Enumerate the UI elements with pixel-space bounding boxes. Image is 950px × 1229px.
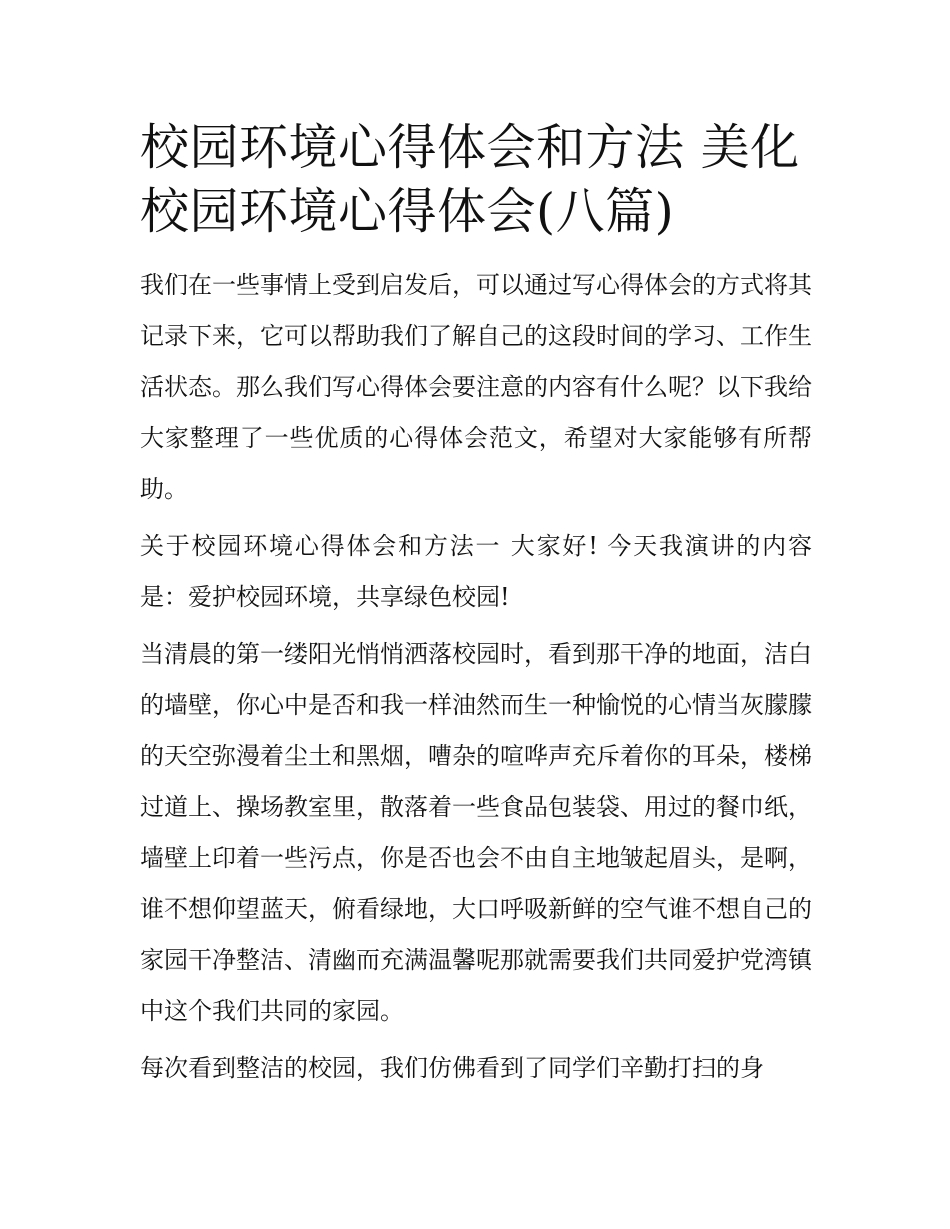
paragraph-intro: 我们在一些事情上受到启发后，可以通过写心得体会的方式将其记录下来，它可以帮助我们了解自己的这段时间的学习、工作生活状态。那么我们写心得体会要注意的内容有什么呢？以下我给大家整理了一些优质的心得体会范文，希望对大家能够有所帮助。: [140, 271, 812, 503]
document-title: 校园环境心得体会和方法 美化校园环境心得体会(八篇): [140, 119, 800, 240]
document-body: [140, 116, 812, 1100]
paragraph-section-one-heading: 关于校园环境心得体会和方法一 大家好! 今天我演讲的内容是：爱护校园环境，共享绿色校园!: [140, 532, 812, 611]
paragraph-clean-campus: 每次看到整洁的校园，我们仿佛看到了同学们辛勤打扫的身: [140, 1054, 764, 1082]
paragraph-morning-campus: 当清晨的第一缕阳光悄悄洒落校园时，看到那干净的地面，洁白的墙壁，你心中是否和我一样油然而生一种愉悦的心情当灰朦朦的天空弥漫着尘土和黑烟，嘈杂的喧哗声充斥着你的耳朵，楼梯过道上、操场教室里，散落着一些食品包装袋、用过的餐巾纸，墙壁上印着一些污点，你是否也会不由自主地皱起眉头，是啊，谁不想仰望蓝天，俯看绿地，大口呼吸新鲜的空气谁不想自己的家园干净整洁、清幽而充满温馨呢那就需要我们共同爱护党湾镇中这个我们共同的家园。: [140, 640, 812, 1025]
